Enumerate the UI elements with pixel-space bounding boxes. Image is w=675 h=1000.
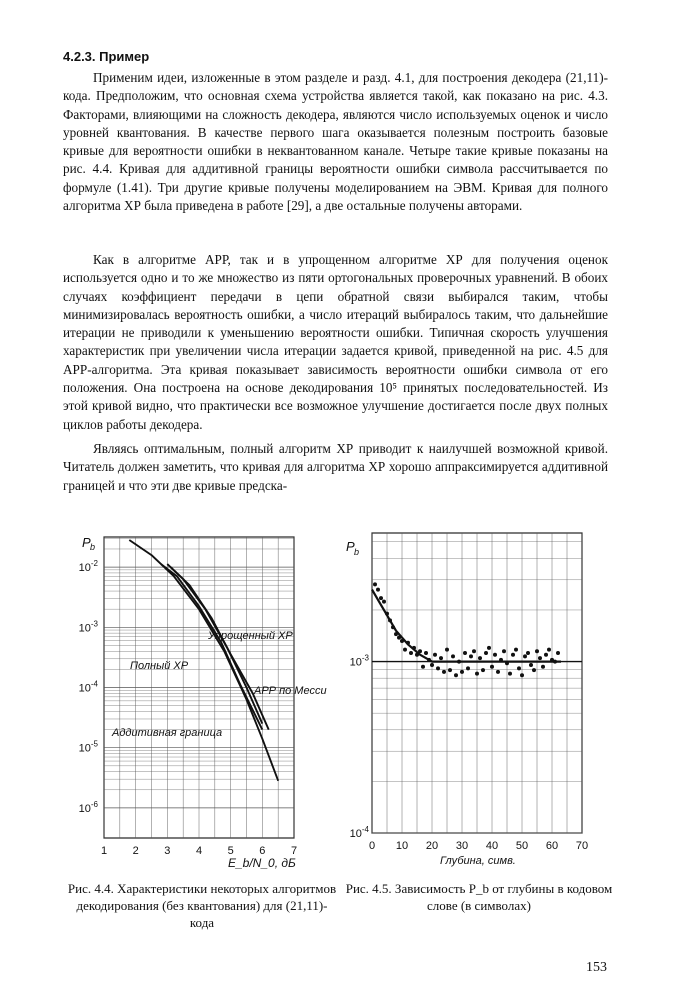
paragraph-3: Являясь оптимальным, полный алгоритм ХР приводит к наилучшей возможной кривой. Читатель должен заметить, что кривая для алгоритма ХР хорошо аппраксимируется аддитивной границей и что эти две кривые предска- <box>63 441 608 493</box>
paragraph-1: Применим идеи, изложенные в этом разделе и разд. 4.1, для построения декодера (21,11)-кода. Предположим, что основная схема устройства является такой, как показано на рис. 4.3. Факторами, влияющими на сложность декодера, являются число используемых оценок и число уровней квантования. В качестве первого шага оказывается полезным построить базовые кривые для вероятности ошибки в неквантованном канале. Четыре такие кривые показаны на рис. 4.4. Кривая для аддитивной границы вероятности ошибки символа рассчитывается по формуле (1.41). Три другие кривые получены моделированием на ЭВМ. Кривая для полного алгоритма ХР была приведена в работе [29], а две остальные получены авторами. <box>63 70 608 214</box>
figure-4-5-caption: Рис. 4.5. Зависимость P_b от глубины в кодовом слове (в символах) <box>345 881 613 913</box>
fig44-y-tick: $10^{-2}$ <box>78 559 98 575</box>
fig45-y-tick: $10^{-4}$ <box>349 825 369 840</box>
section-heading: 4.2.3. Пример <box>63 49 150 64</box>
fig44-y-tick: $10^{-4}$ <box>78 679 98 695</box>
fig44-x-tick: 5 <box>227 845 234 857</box>
fig45-x-axis-label: Глубина, симв. <box>440 855 516 867</box>
fig44-label-app: АРР по Месси <box>254 685 327 697</box>
fig44-y-tick: $10^{-3}$ <box>78 619 98 635</box>
fig45-x-tick: 60 <box>545 840 559 852</box>
fig45-x-tick: 40 <box>485 840 499 852</box>
fig44-x-tick: 2 <box>132 845 139 857</box>
fig44-x-tick: 3 <box>164 845 171 857</box>
fig44-y-axis-sub: b <box>90 542 96 552</box>
fig44-label-full-xp: Полный ХР <box>130 660 189 672</box>
fig44-label-additive: Аддитивная граница <box>112 727 223 739</box>
paragraph-2: Как в алгоритме АРР, так и в упрощенном алгоритме ХР для получения оценок используется одно и то же множество из пяти ортогональных проверочных уравнений. В обоих случаях коэффициент передачи в цепи обратной связи выбирался таким, чтобы минимизировалась вероятность ошибки, а число итераций выбиралось таким, что дальнейшие итерации не приводили к уменьшению вероятности ошибки. Типичная скорость улучшения характеристик при увеличении числа итерации задается кривой, приведенной на рис. 4.5 для АРР-алгоритма. Эта кривая показывает зависимость вероятности ошибки символа от его положения. Она построена на основе декодирования 10⁵ принятых последовательностей. Из этой кривой видно, что практически все возможное улучшение достигается после двух полных циклов работы декодера. <box>63 252 608 432</box>
fig44-x-tick: 7 <box>290 845 298 857</box>
fig44-x-tick: 6 <box>259 845 266 857</box>
fig45-x-tick: 20 <box>425 840 439 852</box>
fig45-y-axis-label: P <box>346 539 355 554</box>
fig45-y-axis-sub: b <box>354 547 360 557</box>
page-number: 153 <box>586 960 607 975</box>
fig44-series-2 <box>161 564 262 730</box>
fig45-y-tick: $10^{-3}$ <box>349 653 369 669</box>
fig44-y-tick: $10^{-6}$ <box>78 799 98 815</box>
fig44-x-tick: 4 <box>195 845 203 857</box>
fig44-ticks <box>79 559 297 857</box>
fig44-x-tick: 1 <box>100 845 108 857</box>
fig45-x-tick: 30 <box>455 840 469 852</box>
fig45-x-tick: 0 <box>368 840 376 852</box>
fig45-x-tick: 50 <box>515 840 529 852</box>
fig44-y-axis-label: P <box>82 535 91 550</box>
fig44-x-axis-label: E_b/N_0, дБ <box>228 856 296 870</box>
figure-4-4-caption: Рис. 4.4. Характеристики некоторых алгоритмов декодирования (без квантования) для (21,11)-кода <box>67 881 337 930</box>
fig44-label-simplified-xp: Упрощенный ХР <box>208 630 293 642</box>
fig45-x-tick: 10 <box>395 840 409 852</box>
fig45-x-tick: 70 <box>575 840 589 852</box>
fig44-y-tick: $10^{-5}$ <box>78 739 98 755</box>
